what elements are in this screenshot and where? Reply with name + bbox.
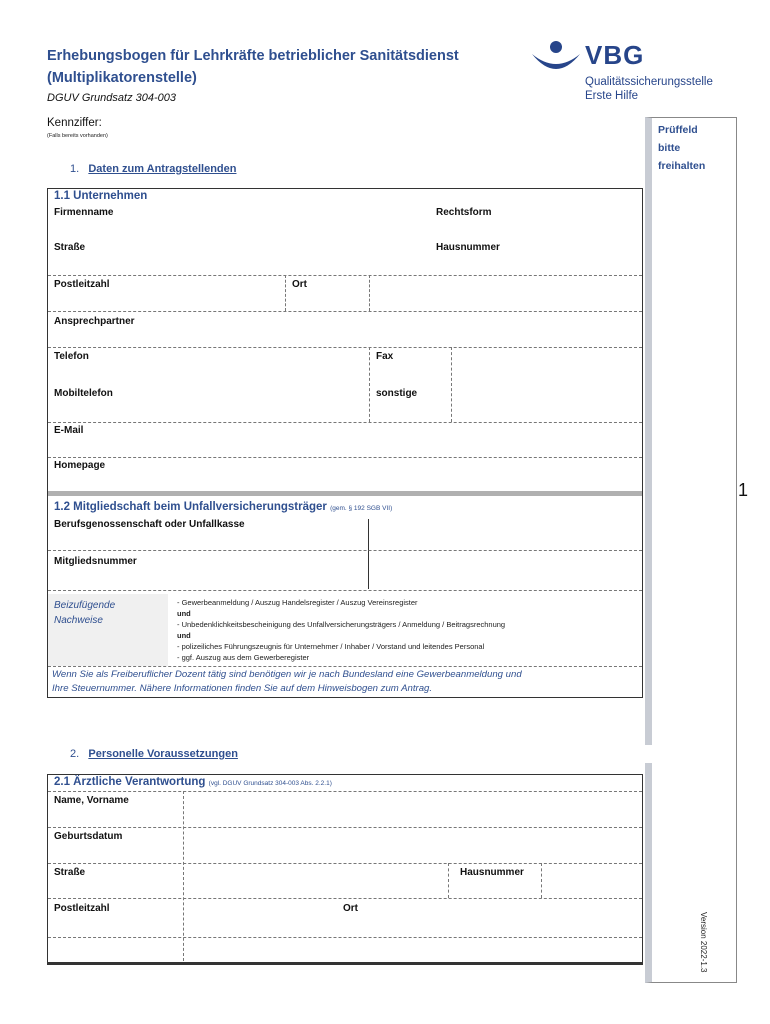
pruefeld-line-3: freihalten: [658, 160, 706, 172]
divider: [48, 898, 642, 899]
divider: [48, 457, 642, 458]
freiberufler-note: [52, 668, 522, 696]
divider: [369, 347, 370, 422]
name-label: Name, Vorname: [54, 795, 129, 806]
ort-label-2: Ort: [343, 903, 358, 914]
section-1-number: 1.: [70, 163, 80, 175]
email-label: E-Mail: [54, 425, 84, 436]
section-2-number: 2.: [70, 748, 80, 760]
plz-label: Postleitzahl: [54, 279, 110, 290]
plz-label-2: Postleitzahl: [54, 903, 110, 914]
list-item: und: [177, 609, 191, 618]
divider: [285, 275, 286, 311]
pruefeld-box: [645, 117, 737, 983]
rechtsform-label: Rechtsform: [436, 207, 492, 218]
pruefeld-line-1: Prüffeld: [658, 124, 698, 136]
subsection-1-2-note: (gem. § 192 SGB VII): [330, 505, 393, 512]
list-item: - Unbedenklichkeitsbescheinigung des Unfallversicherungsträgers / Anmeldung / Beitragsrechnung: [177, 620, 506, 629]
section-1-heading: [70, 163, 236, 175]
telefon-label: Telefon: [54, 351, 89, 362]
kennziffer-note: (Falls bereits vorhanden): [47, 133, 108, 139]
document-subtitle: DGUV Grundsatz 304-003: [47, 92, 177, 104]
vbg-logo-icon: [530, 38, 582, 80]
geburtsdatum-label: Geburtsdatum: [54, 831, 123, 842]
document-title: [47, 45, 517, 89]
divider: [48, 666, 642, 667]
logo-line-1: Qualitätssicherungsstelle: [585, 76, 713, 88]
divider: [448, 863, 449, 898]
divider: [48, 347, 642, 348]
logo-line-2: Erste Hilfe: [585, 90, 639, 102]
firmenname-label: Firmenname: [54, 207, 114, 218]
section-1-title: Daten zum Antragstellenden: [88, 163, 237, 175]
list-item: und: [177, 631, 191, 640]
nachweise-label-line-1: Beizufügende: [54, 600, 116, 611]
nachweise-list: [177, 597, 505, 663]
mobiltelefon-label: Mobiltelefon: [54, 388, 113, 399]
divider: [369, 275, 370, 311]
section-1-form: [47, 188, 643, 698]
divider: [48, 863, 642, 864]
subsection-2-1-note: (vgl. DGUV Grundsatz 304-003 Abs. 2.2.1): [208, 780, 332, 787]
pruefeld-line-2: bitte: [658, 142, 681, 154]
list-item: - Gewerbeanmeldung / Auszug Handelsregister / Auszug Vereinsregister: [177, 598, 418, 607]
ansprechpartner-label: Ansprechpartner: [54, 316, 135, 327]
divider: [48, 311, 642, 312]
title-line-1: Erhebungsbogen für Lehrkräfte betrieblicher Sanitätsdienst: [47, 48, 459, 64]
pruefeld-label: [658, 121, 705, 175]
pruefeld-gap: [643, 745, 655, 763]
section-2-heading: [70, 748, 238, 760]
title-line-2: (Multiplikatorenstelle): [47, 70, 197, 86]
strasse-label-2: Straße: [54, 867, 86, 878]
subsection-2-1-title: [54, 776, 332, 788]
divider: [183, 791, 184, 961]
list-item: - polizeiliches Führungszeugnis für Unternehmer / Inhaber / Vorstand und leitendes Personal: [177, 642, 485, 651]
divider: [48, 590, 642, 591]
divider: [541, 863, 542, 898]
logo-wordmark: VBG: [585, 40, 645, 70]
divider: [451, 347, 452, 422]
divider: [368, 519, 369, 589]
divider: [48, 791, 642, 792]
strasse-label: Straße: [54, 242, 86, 253]
page-number: 1: [738, 480, 749, 500]
ort-label: Ort: [292, 279, 307, 290]
subsection-2-1-title-text: 2.1 Ärztliche Verantwortung: [54, 776, 206, 788]
version-label: Version 2022-1.3: [699, 912, 708, 973]
hausnummer-label: Hausnummer: [436, 242, 500, 253]
fax-label: Fax: [376, 351, 394, 362]
section-2-title: Personelle Voraussetzungen: [88, 748, 238, 760]
section-2-form: [47, 774, 643, 965]
homepage-label: Homepage: [54, 460, 106, 471]
freiberufler-note-line-2: Ihre Steuernummer. Nähere Informationen finden Sie auf dem Hinweisbogen zum Antrag.: [52, 683, 433, 694]
nachweise-label-line-2: Nachweise: [54, 615, 103, 626]
subsection-1-2-title: [54, 501, 392, 513]
sonstige-label: sonstige: [376, 388, 418, 399]
divider: [48, 275, 642, 276]
divider: [48, 937, 642, 938]
nachweise-label: [54, 598, 115, 628]
divider: [48, 827, 642, 828]
section-separator: [48, 491, 642, 496]
divider: [48, 550, 642, 551]
bg-label: Berufsgenossenschaft oder Unfallkasse: [54, 519, 245, 530]
kennziffer-label: Kennziffer:: [47, 117, 102, 129]
subsection-1-1-title: 1.1 Unternehmen: [54, 190, 148, 202]
mitgliedsnummer-label: Mitgliedsnummer: [54, 556, 137, 567]
freiberufler-note-line-1: Wenn Sie als Freiberuflicher Dozent tätig sind benötigen wir je nach Bundesland eine Gewerbeanmeldung und: [52, 669, 522, 680]
subsection-1-2-title-text: 1.2 Mitgliedschaft beim Unfallversicherungsträger: [54, 501, 327, 513]
hausnummer-label-2: Hausnummer: [460, 867, 524, 878]
vbg-logo: [530, 38, 750, 108]
divider: [48, 422, 642, 423]
list-item: - ggf. Auszug aus dem Gewerberegister: [177, 653, 310, 662]
